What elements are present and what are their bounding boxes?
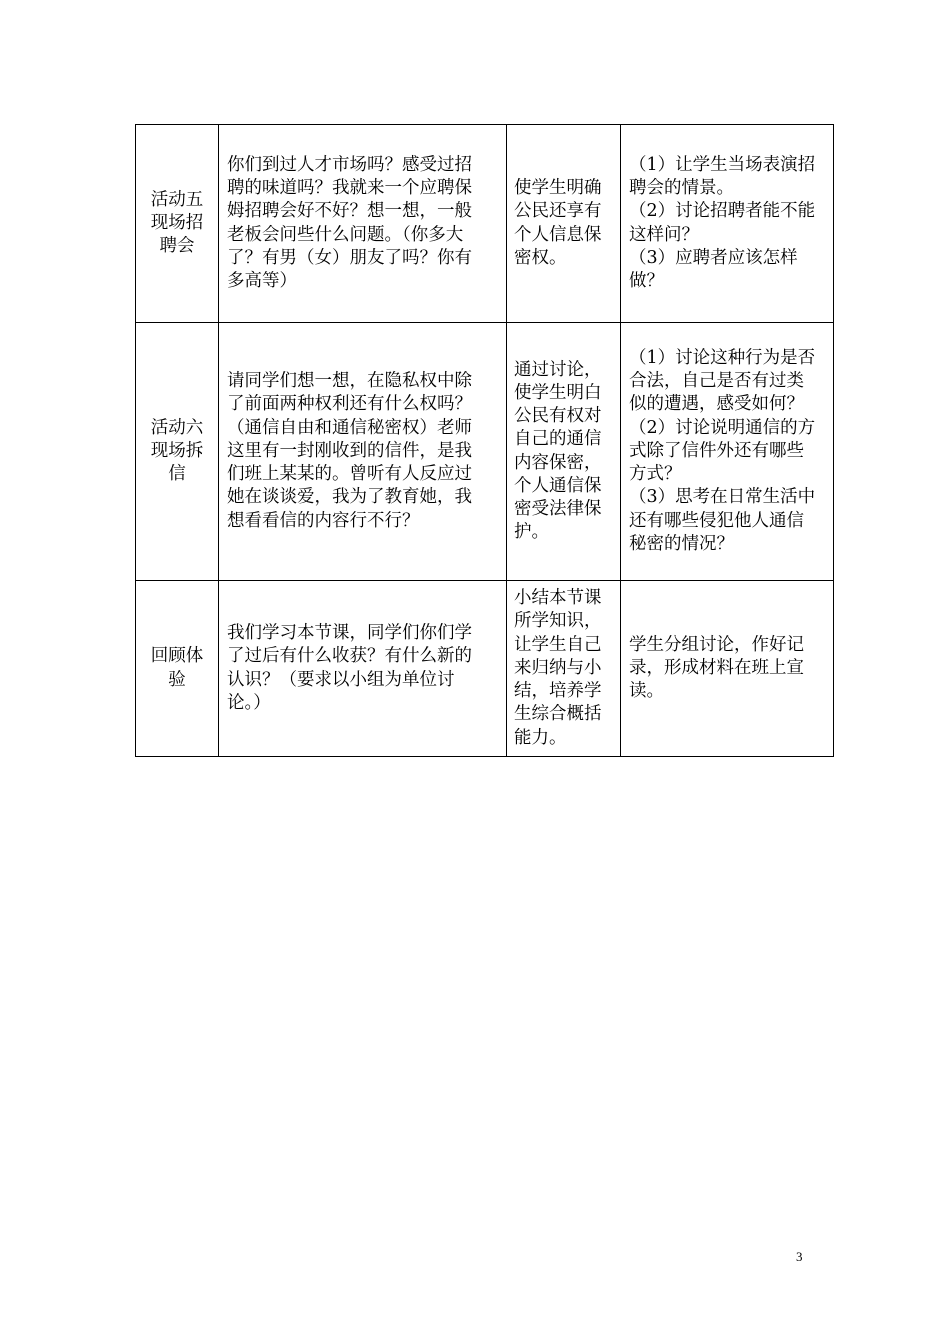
lesson-plan-table bbox=[135, 124, 834, 757]
activity-name-cell: 回顾体 验 bbox=[136, 581, 219, 757]
table-row-activity-5 bbox=[136, 125, 834, 323]
page-number: 3 bbox=[796, 1249, 803, 1264]
activity-method-cell: （1）让学生当场表演招 聘会的情景。 （2）讨论招聘者能不能 这样问？ （3）应聘者应该怎样 做？ bbox=[621, 125, 834, 323]
activity-method-cell: 学生分组讨论，作好记 录，形成材料在班上宣 读。 bbox=[621, 581, 834, 757]
activity-purpose-cell: 小结本节课 所学知识， 让学生自己 来归纳与小 结，培养学 生综合概括 能力。 bbox=[507, 581, 621, 757]
activity-name-cell: 活动五 现场招 聘会 bbox=[136, 125, 219, 323]
activity-purpose-cell: 使学生明确 公民还享有 个人信息保 密权。 bbox=[507, 125, 621, 323]
activity-name-cell: 活动六 现场拆 信 bbox=[136, 323, 219, 581]
activity-content-cell: 请同学们想一想，在隐私权中除 了前面两种权利还有什么权吗？ （通信自由和通信秘密权）老师 这里有一封刚收到的信件，是我 们班上某某的。曾听有人反应过 她在谈谈爱，我为了教育她，我 想看看信的内容行不行？ bbox=[219, 323, 507, 581]
activity-content-cell: 你们到过人才市场吗？感受过招 聘的味道吗？我就来一个应聘保 姆招聘会好不好？想一想，一般 老板会问些什么问题。（你多大 了？有男（女）朋友了吗？你有 多高等） bbox=[219, 125, 507, 323]
table-row-activity-6 bbox=[136, 323, 834, 581]
activity-purpose-cell: 通过讨论， 使学生明白 公民有权对 自己的通信 内容保密， 个人通信保 密受法律保 护。 bbox=[507, 323, 621, 581]
table-row-review bbox=[136, 581, 834, 757]
activity-method-cell: （1）讨论这种行为是否 合法，自己是否有过类 似的遭遇，感受如何？ （2）讨论说明通信的方 式除了信件外还有哪些 方式？ （3）思考在日常生活中 还有哪些侵犯他人通信 秘密的情况？ bbox=[621, 323, 834, 581]
activity-content-cell: 我们学习本节课，同学们你们学 了过后有什么收获？有什么新的 认识？（要求以小组为单位讨 论。） bbox=[219, 581, 507, 757]
